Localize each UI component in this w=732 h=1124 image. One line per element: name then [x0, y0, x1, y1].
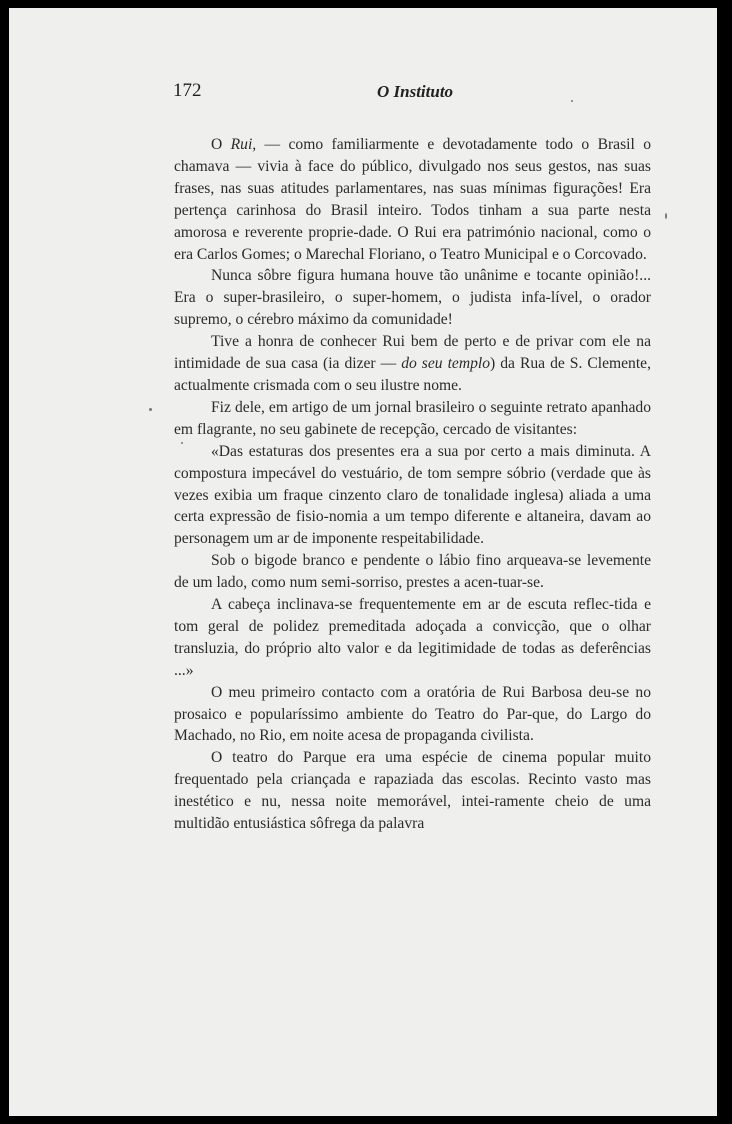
paragraph-3 [174, 331, 651, 397]
paragraph-1 [174, 134, 651, 265]
paragraph-3-rest: ) da Rua de S. Clemente, actualmente crismada com o seu ilustre nome. [174, 355, 652, 394]
page-number: 172 [173, 80, 202, 101]
scan-speck [149, 408, 152, 411]
paragraph-3-start: Tive a honra de conhecer Rui bem de perto e de privar com ele na intimidade de sua casa (ia dizer — [174, 333, 651, 373]
body-text [174, 134, 651, 835]
paragraph-9: O teatro do Parque era uma espécie de cinema popular muito frequentado pela criançada e rapaziada das escolas. Recinto vasto mas inestético e nu, nessa noite memorável, intei-ramente cheio de uma multidão entusiástica sôfrega da palavra [174, 749, 651, 833]
paragraph-8: O meu primeiro contacto com a oratória de Rui Barbosa deu-se no prosaico e popularíssimo ambiente do Teatro do Par-que, do Largo do Machado, no Rio, em noite acesa de propaganda civilista. [174, 683, 651, 745]
paragraph-1-italic: Rui, [230, 136, 257, 153]
paragraph-1-start: O [211, 136, 231, 153]
paragraph-2: Nunca sôbre figura humana houve tão unânime e tocante opinião!... Era o super-brasileiro, o super-homem, o judista infa-lível, o orador supremo, o cérebro máximo da comunidade! [174, 267, 651, 329]
paragraph-3-italic: do seu templo [401, 355, 491, 373]
paragraph-4: Fiz dele, em artigo de um jornal brasileiro o seguinte retrato apanhado em flagrante, no seu gabinete de recepção, cercado de visitantes: [174, 398, 651, 438]
paragraph-5: «Das estaturas dos presentes era a sua por certo a mais diminuta. A compostura impecável do vestuário, de tom sempre sóbrio (verdade que às vezes exibia um fraque cinzento claro de tonalidade inglesa) aliada a uma certa expressão de fisio-nomia a um tempo diferente e altaneira, davam ao personagem um ar de imponente respeitabilidade. [174, 442, 651, 548]
paragraph-7: A cabeça inclinava-se frequentemente em ar de escuta reflec-tida e tom geral de polidez premeditada adoçada a convicção, que o olhar transluzia, do próprio alto valor e da legitimidade de todas as deferências ...» [174, 596, 651, 679]
scan-speck [665, 213, 667, 219]
book-page [9, 8, 717, 1116]
paragraph-6: Sob o bigode branco e pendente o lábio fino arqueava-se levemente de um lado, como num semi-sorriso, prestes a acen-tuar-se. [174, 552, 651, 592]
scan-speck [181, 442, 183, 444]
page-header [173, 80, 618, 104]
paragraph-1-rest: — como familiarmente e devotadamente todo o Brasil o chamava — vivia à face do público, divulgado nos seus gestos, nas suas frases, nas suas atitudes parlamentares, nas suas mínimas figurações! Era pertença carinhosa do Brasil inteiro. Todos tinham a sua parte nesta amorosa e reverente proprie-dade. O Rui era património nacional, como o era Carlos Gomes; o Marechal Floriano, o Teatro Municipal e o Corcovado. [174, 136, 651, 263]
scan-speck [571, 100, 573, 102]
running-title: O Instituto [377, 82, 454, 101]
